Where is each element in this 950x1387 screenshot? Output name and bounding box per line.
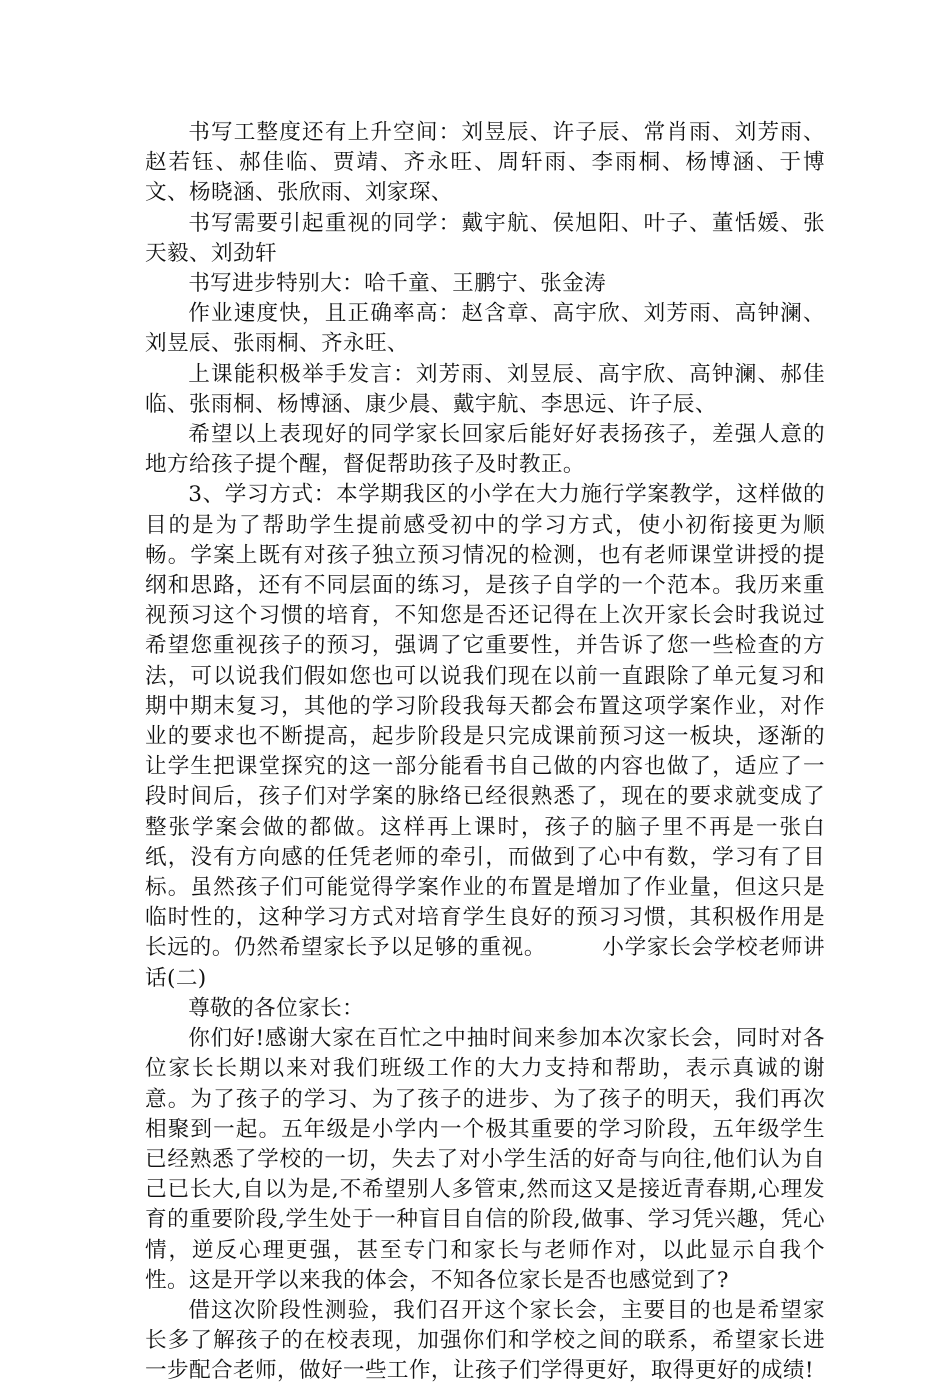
paragraph-handwriting-improve: 书写工整度还有上升空间：刘昱辰、许子辰、常肖雨、刘芳雨、赵若钰、郝佳临、贾靖、齐永旺、周轩雨、李雨桐、杨博涵、于博文、杨晓涵、张欣雨、刘家琛、 [145, 120, 825, 206]
study-method-text: 3、学习方式：本学期我区的小学在大力施行学案教学，这样做的目的是为了帮助学生提前感受初中的学习方式，使小初衔接更为顺畅。学案上既有对孩子独立预习情况的检测，也有老师课堂讲授的提纲和思路，还有不同层面的练习，是孩子自学的一个范本。我历来重视预习这个习惯的培育，不知您是否还记得在上次开家长会时我说过希望您重视孩子的预习，强调了它重要性，并告诉了您一些检查的方法，可以说我们假如您也可以说我们现在以前一直跟除了单元复习和期中期末复习，其他的学习阶段我每天都会布置这项学案作业，对作业的要求也不断提高，起步阶段是只完成课前预习这一板块，逐渐的让学生把课堂探究的这一部分能看书自己做的内容也做了，适应了一段时间后，孩子们对学案的脉络已经很熟悉了，现在的要求就变成了整张学案会做的都做。这样再上课时，孩子的脑子里不再是一张白纸，没有方向感的任凭老师的牵引，而做到了心中有数，学习有了目标。虽然孩子们可能觉得学案作业的布置是增加了作业量，但这只是临时性的，这种学习方式对培育学生良好的预习习惯，其积极作用是长远的。仍然希望家长予以足够的重视。 [145, 482, 825, 961]
paragraph-handwriting-progress: 书写进步特别大：哈千童、王鹏宁、张金涛 [188, 271, 607, 297]
paragraph-study-method [145, 480, 825, 993]
greeting: 尊敬的各位家长： [188, 995, 365, 1021]
section-title: 小学家长会学校老师讲话(二) [145, 935, 825, 991]
paragraph-parent-praise: 希望以上表现好的同学家长回家后能好好表扬孩子，差强人意的地方给孩子提个醒，督促帮助孩子及时教正。 [145, 422, 825, 478]
paragraph-homework-speed: 作业速度快，且正确率高：赵含章、高宇欣、刘芳雨、高钟澜、刘昱辰、张雨桐、齐永旺、 [145, 301, 825, 357]
paragraph-welcome: 你们好!感谢大家在百忙之中抽时间来参加本次家长会，同时对各位家长长期以来对我们班级工作的大力支持和帮助，表示真诚的谢意。为了孩子的学习、为了孩子的进步、为了孩子的明天，我们再次相聚到一起。五年级是小学内一个极其重要的学习阶段，五年级学生已经熟悉了学校的一切，失去了对小学生活的好奇与向往,他们认为自己已长大,自以为是,不希望别人多管束,然而这又是接近青春期,心理发育的重要阶段,学生处于一种盲目自信的阶段,做事、学习凭兴趣，凭心情，逆反心理更强，甚至专门和家长与老师作对，以此显示自我个性。这是开学以来我的体会，不知各位家长是否也感觉到了? [145, 1026, 826, 1293]
paragraph-class-participation: 上课能积极举手发言：刘芳雨、刘昱辰、高宇欣、高钟澜、郝佳临、张雨桐、杨博涵、康少晨、戴宇航、李思远、许子辰、 [145, 361, 825, 417]
paragraph-handwriting-attention: 书写需要引起重视的同学：戴宇航、侯旭阳、叶子、董恬媛、张天毅、刘劲轩 [145, 210, 825, 266]
document-body [145, 118, 825, 1387]
paragraph-meeting-purpose: 借这次阶段性测验，我们召开这个家长会，主要目的也是希望家长多了解孩子的在校表现，加强你们和学校之间的联系，希望家长进一步配合老师，做好一些工作，让孩子们学得更好，取得更好的成绩! [145, 1297, 825, 1384]
